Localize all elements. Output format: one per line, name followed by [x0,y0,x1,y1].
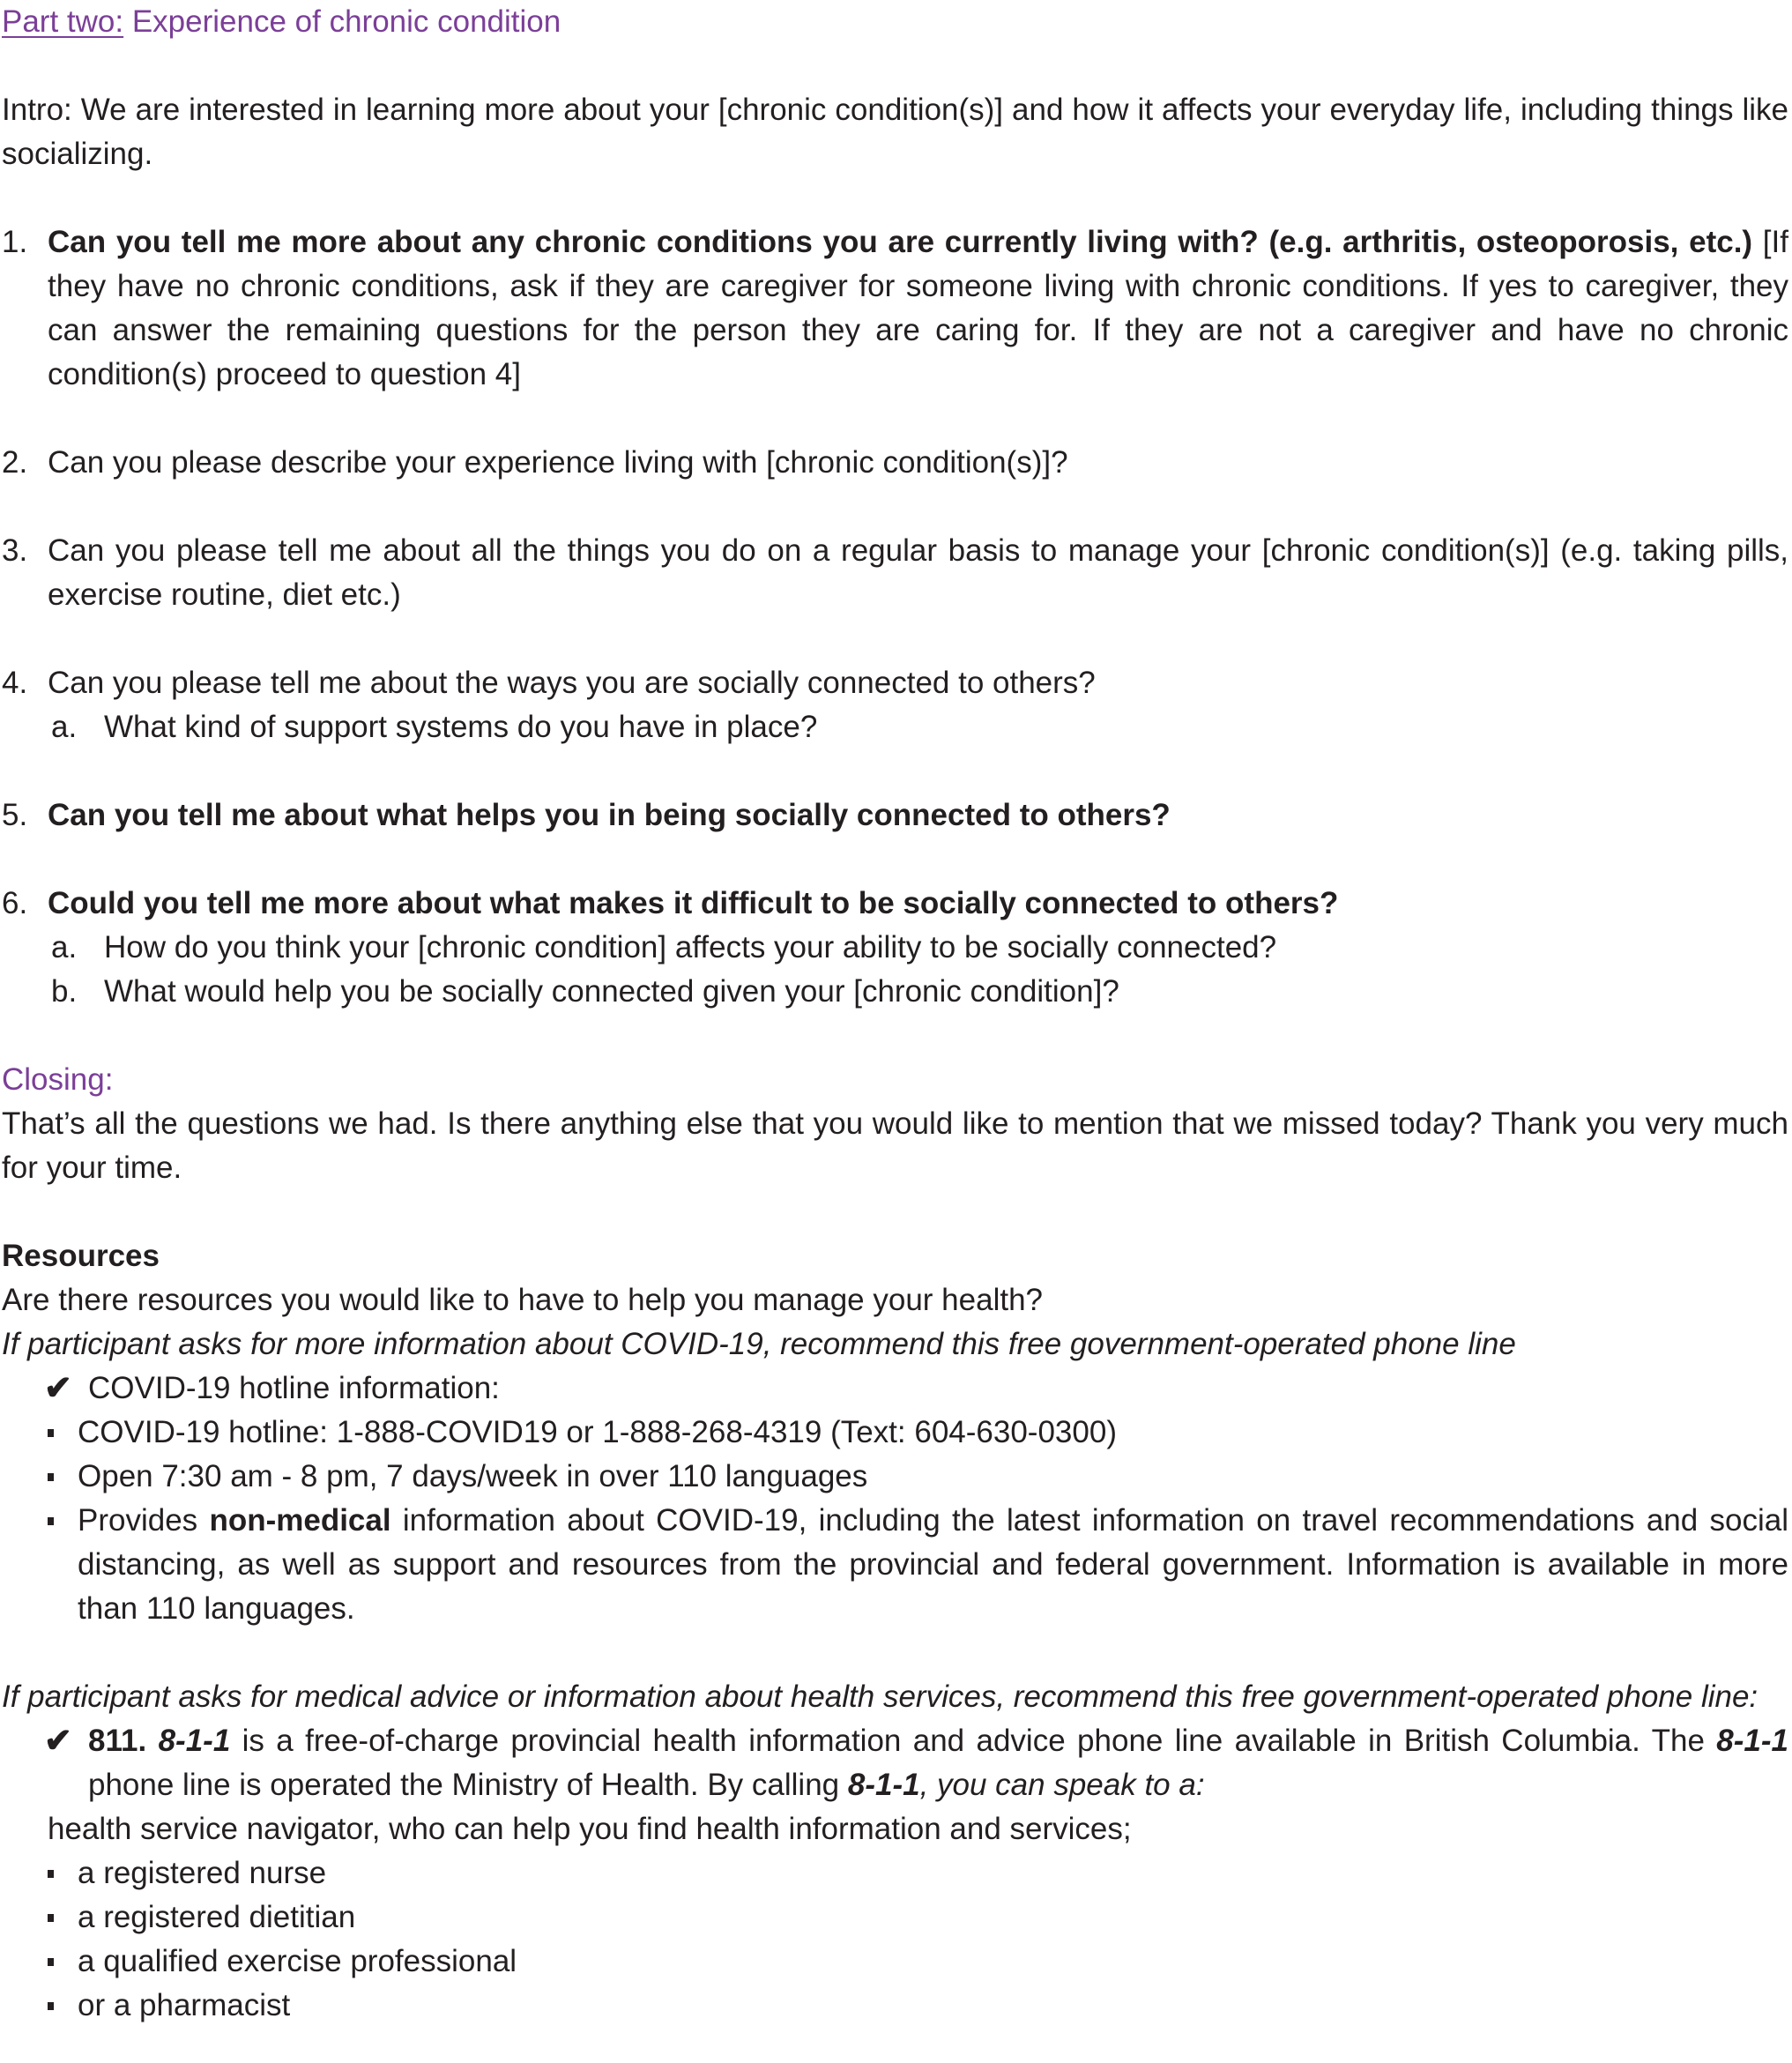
square-bullet-icon [44,1411,78,1455]
square-bullet-icon [44,1895,78,1940]
question-4 [2,661,1788,705]
sub-question-letter: b. [51,974,78,1009]
intro-paragraph: Intro: We are interested in learning more about your [chronic condition(s)] and how it affects your everyday life, including things like socializing. [2,93,1788,171]
checkmark-icon: ✔ [44,1723,72,1760]
square-bullet-icon [44,1455,78,1499]
professional-item [2,1984,1788,2028]
line-811-text: is a free-of-charge provincial health information and advice phone line available in British Columbia. The [230,1724,1717,1758]
line-811-emphasis: 8-1-1 [847,1768,920,1802]
question-text: Can you please tell me about the ways you are socially connected to others? [48,666,1096,700]
professional-item [2,1895,1788,1940]
question-text: Can you please tell me about all the things you do on a regular basis to manage your [chronic condition(s)] (e.g. taking pills, exercise routine, diet etc.) [48,533,1788,612]
question-text: Can you please describe your experience living with [chronic condition(s)]? [48,445,1068,480]
professional-item [2,1940,1788,1984]
question-number: 3. [2,533,28,568]
description-prefix: Provides [78,1503,210,1538]
part-title: Experience of chronic condition [123,4,561,39]
line-811-number: 811. [88,1724,147,1758]
professional-label: a qualified exercise professional [78,1944,517,1978]
question-1 [2,220,1788,397]
line-811-text: phone line is operated the Ministry of Health. By calling [88,1768,848,1802]
sub-question-6a [2,926,1788,970]
interviewer-note: [If they have no chronic conditions, ask if they are caregiver for someone living with chronic conditions. If yes to caregiver, they can answer the remaining questions for the person they are caring for. If they are not a caregiver and have no chronic condition(s) proceed to question 4] [48,225,1788,391]
question-2 [2,441,1788,485]
professional-label: or a pharmacist [78,1988,291,2022]
sub-question-text: How do you think your [chronic condition] affects your ability to be socially connected? [104,930,1277,964]
square-bullet-icon [44,1851,78,1895]
bullet-item [2,1499,1788,1631]
question-text: Can you tell me more about any chronic conditions you are currently living with? (e.g. arthritis, osteoporosis, etc.) [48,225,1753,259]
sub-question-text: What would help you be socially connected given your [chronic condition]? [104,974,1119,1009]
covid-hotline-label: COVID-19 hotline information: [88,1371,500,1405]
question-number: 2. [2,445,28,480]
part-label: Part two: [2,4,124,39]
sub-question-text: What kind of support systems do you have in place? [104,710,818,744]
sub-question-letter: a. [51,930,78,964]
covid-hotline-hours: Open 7:30 am - 8 pm, 7 days/week in over 110 languages [78,1459,868,1493]
question-3 [2,529,1788,617]
medical-instruction: If participant asks for medical advice or information about health services, recommend this free government-operated phone line: [2,1679,1759,1714]
question-5 [2,793,1788,838]
professional-label: a registered nurse [78,1856,327,1890]
line-811-description [88,1719,1788,1807]
professional-item [2,1851,1788,1895]
square-bullet-icon [44,1499,78,1631]
description-rest: information about COVID-19, including the latest information on travel recommendations and social distancing, as well as support and resources from the provincial and federal government. Information is available in more than 110 languages. [78,1503,1788,1626]
question-text: Could you tell me more about what makes it difficult to be socially connected to others? [48,886,1339,920]
question-number: 6. [2,886,28,920]
covid-hotline-numbers: COVID-19 hotline: 1-888-COVID19 or 1-888-268-4319 (Text: 604-630-0300) [78,1415,1117,1449]
line-811-tail: , you can speak to a: [919,1768,1205,1802]
sub-question-letter: a. [51,710,78,744]
navigator-line: health service navigator, who can help you find health information and services; [48,1812,1132,1846]
bullet-item [2,1455,1788,1499]
section-heading [2,0,1788,44]
covid-hotline-item [2,1367,1788,1411]
square-bullet-icon [44,1984,78,2028]
question-text: Can you tell me about what helps you in being socially connected to others? [48,798,1171,832]
sub-question-4a [2,705,1788,749]
line-811-emphasis: 8-1-1 [158,1724,231,1758]
closing-label: Closing: [2,1062,114,1097]
square-bullet-icon [44,1940,78,1984]
sub-question-6b [2,970,1788,1014]
line-811-emphasis: 8-1-1 [1716,1724,1788,1758]
non-medical-emphasis: non-medical [209,1503,391,1538]
resources-heading: Resources [2,1239,160,1273]
question-number: 5. [2,798,28,832]
question-6 [2,882,1788,926]
line-811-item [2,1719,1788,1807]
covid-hotline-description [78,1499,1788,1631]
closing-text: That’s all the questions we had. Is there anything else that you would like to mention that we missed today? Thank you very much for your time. [2,1106,1788,1185]
checkmark-icon: ✔ [44,1370,72,1407]
covid-instruction: If participant asks for more information about COVID-19, recommend this free government-operated phone line [2,1327,1516,1361]
resources-question: Are there resources you would like to have to help you manage your health? [2,1283,1043,1317]
professional-label: a registered dietitian [78,1900,356,1934]
bullet-item [2,1411,1788,1455]
question-number: 1. [2,225,28,259]
question-number: 4. [2,666,28,700]
